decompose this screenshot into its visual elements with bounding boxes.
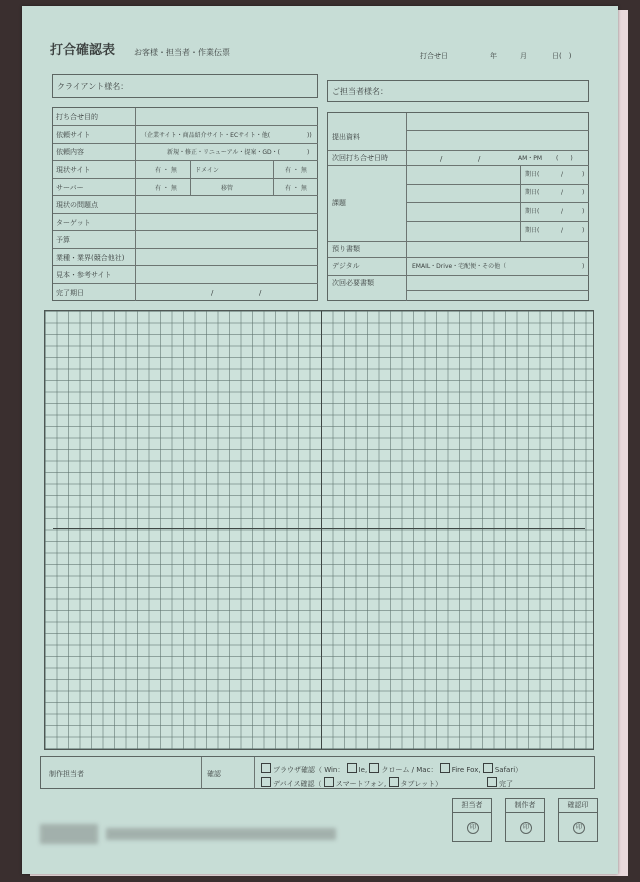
transfer-yesno: 有 ・ 無 [285, 185, 307, 192]
month-label: 月 [520, 52, 527, 60]
submitted-docs-label: 提出資料 [332, 133, 360, 141]
issue-deadline-4: 期日( [525, 227, 540, 234]
contact-name-box[interactable] [327, 80, 589, 102]
firefox-label: Fire Fox, [451, 766, 481, 774]
done-label: 完了 [499, 780, 513, 788]
confirm-label: 確認 [207, 770, 221, 778]
blurred-logo [40, 824, 98, 844]
issue-deadline-sep: / [561, 171, 564, 178]
meeting-date-label: 打合せ日 [420, 52, 448, 60]
contact-name-label: ご担当者様名： [332, 87, 388, 96]
ampm-label: AM・PM [518, 155, 543, 162]
done-check-row [487, 777, 513, 788]
browser-check-checkbox[interactable] [261, 763, 271, 773]
device-check-checkbox[interactable] [261, 777, 271, 787]
row-label-target: ターゲット [56, 219, 91, 227]
site-options-close: )) [307, 132, 312, 139]
current-site-yesno: 有 ・ 無 [155, 167, 177, 174]
ie-label: Ie, [358, 766, 368, 774]
issue-deadline-close: ) [582, 189, 585, 196]
stamp-label: 確認印 [559, 802, 597, 813]
footer-confirmation-box [40, 756, 595, 789]
row-label-industry: 業種・業界(競合他社) [56, 254, 125, 262]
ampm-paren: ( ) [556, 155, 573, 162]
project-status-table [327, 112, 589, 301]
chrome-checkbox[interactable] [369, 763, 379, 773]
chrome-label: クローム / Mac： [381, 766, 438, 774]
domain-label: ドメイン [195, 167, 219, 174]
safari-label: Safari） [494, 766, 523, 774]
issue-deadline-close: ) [582, 227, 585, 234]
seal-icon: 印 [573, 822, 585, 834]
blurred-company-info [106, 828, 336, 840]
next-docs-label: 次回必要書類 [332, 279, 374, 287]
tablet-checkbox[interactable] [389, 777, 399, 787]
stamp-label: 担当者 [453, 802, 491, 813]
issue-deadline-1: 期日( [525, 171, 540, 178]
row-label-purpose: 打ち合せ目的 [56, 113, 98, 121]
issue-deadline-sep: / [561, 208, 564, 215]
device-check-label: デバイス確認（ [273, 780, 322, 788]
issue-deadline-3: 期日( [525, 208, 540, 215]
digital-options-close: ) [582, 263, 585, 270]
digital-options: EMAIL・Drive・宅配便・その他（ [412, 263, 507, 270]
custody-docs-label: 預り書類 [332, 245, 360, 253]
row-label-site: 依頼サイト [56, 131, 91, 139]
firefox-checkbox[interactable] [440, 763, 450, 773]
content-options: 新規・修正・リニューアル・提案・GD・( [167, 149, 280, 156]
year-label: 年 [490, 52, 497, 60]
day-label: 日( ) [552, 52, 572, 60]
issue-deadline-2: 期日( [525, 189, 540, 196]
stamp-box-person-in-charge[interactable] [452, 798, 492, 842]
client-name-box[interactable] [52, 74, 318, 98]
stamp-label: 制作者 [506, 802, 544, 813]
smartphone-checkbox[interactable] [324, 777, 334, 787]
row-label-server: サーバー [56, 184, 84, 192]
next-meeting-sep-1: / [440, 155, 443, 163]
deadline-sep-1: / [211, 289, 214, 297]
issue-deadline-close: ) [582, 171, 585, 178]
issue-deadline-sep: / [561, 227, 564, 234]
tablet-label: タブレット） [400, 780, 443, 788]
deadline-sep-2: / [259, 289, 262, 297]
browser-check-row [261, 763, 522, 774]
stamp-box-confirmation[interactable] [558, 798, 598, 842]
meeting-info-table [52, 107, 318, 301]
done-checkbox[interactable] [487, 777, 497, 787]
form-subtitle: お客様・担当者・作業伝票 [134, 48, 230, 57]
form-title: 打合確認表 [50, 43, 116, 58]
smartphone-label: スマートフォン, [335, 780, 387, 788]
row-label-reference: 見本・参考サイト [56, 271, 112, 279]
ie-checkbox[interactable] [347, 763, 357, 773]
digital-label: デジタル [332, 262, 360, 270]
issues-label: 課題 [332, 199, 346, 207]
device-check-row [261, 777, 442, 788]
grid-horizontal-divider [53, 528, 585, 529]
sketch-grid[interactable] [44, 310, 594, 750]
next-meeting-sep-2: / [478, 155, 481, 163]
row-label-problems: 現状の問題点 [56, 201, 98, 209]
row-label-deadline: 完了期日 [56, 289, 84, 297]
transfer-label: 移管 [221, 185, 234, 192]
server-yesno: 有 ・ 無 [155, 185, 177, 192]
form-sheet [22, 6, 618, 874]
content-options-close: ) [307, 149, 310, 156]
seal-icon: 印 [520, 822, 532, 834]
row-label-budget: 予算 [56, 236, 70, 244]
next-meeting-label: 次回打ち合せ日時 [332, 154, 388, 162]
grid-vertical-divider [321, 311, 322, 749]
stamp-box-producer[interactable] [505, 798, 545, 842]
row-label-current-site: 現状サイト [56, 166, 91, 174]
browser-check-label: ブラウザ確認（ Win： [273, 766, 345, 774]
site-options: （企業サイト・商品紹介サイト・ECサイト・他( [141, 132, 271, 139]
domain-yesno: 有 ・ 無 [285, 167, 307, 174]
issue-deadline-close: ) [582, 208, 585, 215]
row-label-content: 依頼内容 [56, 148, 84, 156]
safari-checkbox[interactable] [483, 763, 493, 773]
issue-deadline-sep: / [561, 189, 564, 196]
seal-icon: 印 [467, 822, 479, 834]
client-name-label: クライアント様名： [57, 82, 129, 91]
producer-label: 制作担当者 [49, 770, 84, 778]
